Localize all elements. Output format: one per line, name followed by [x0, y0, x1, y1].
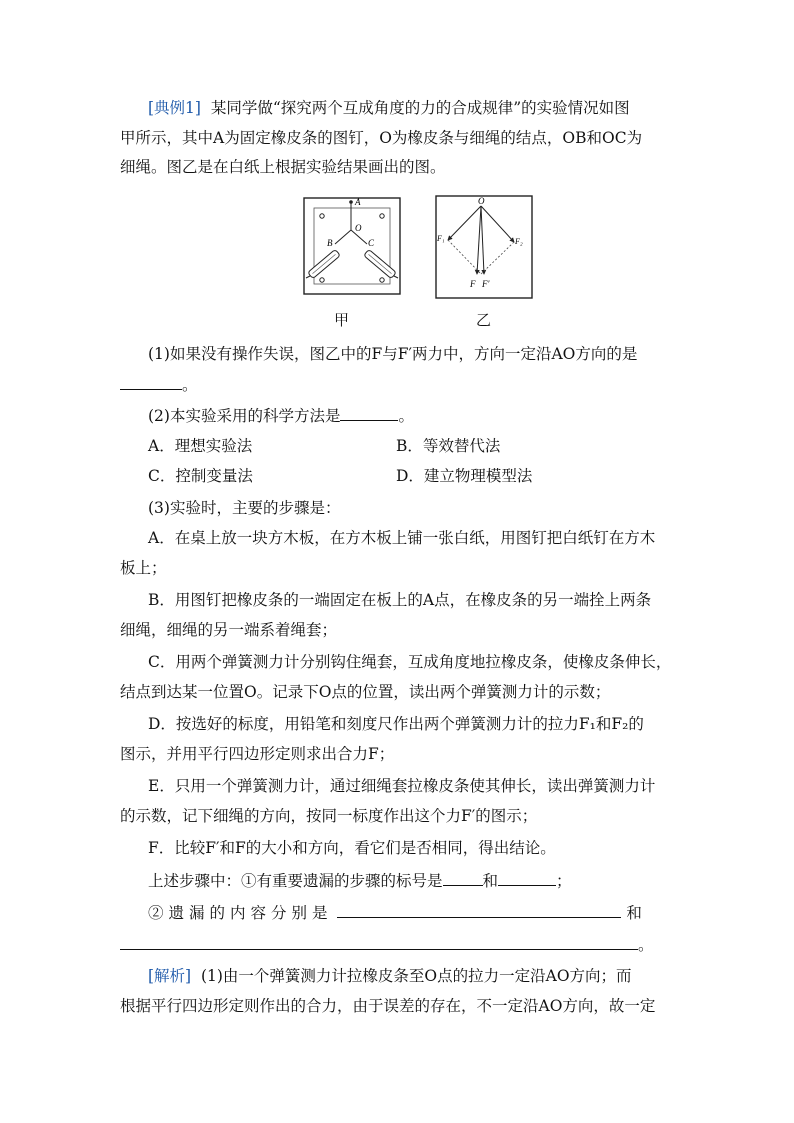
q1-answer-blank[interactable] [120, 374, 182, 390]
q3-intro: (3)实验时，主要的步骤是： [148, 499, 341, 517]
svg-text:O: O [355, 223, 362, 233]
q3-step-a-1: A．在桌上放一块方木板，在方木板上铺一张白纸，用图钉把白纸钉在方木 [148, 529, 656, 547]
q1-line-2: 。 [120, 374, 680, 395]
q3-step-c-1: C．用两个弹簧测力计分别钩住绳套，互成角度地拉橡皮条，使橡皮条伸长， [148, 653, 672, 671]
caption-yi: 乙 [476, 311, 492, 329]
figure-jia [300, 194, 406, 300]
example-line-2: 甲所示，其中A为固定橡皮条的图钉，O为橡皮条与细绳的结点，OB和OC为 [120, 129, 643, 147]
q3-content-blank-2[interactable] [120, 934, 638, 950]
q3-step-e-1: E．只用一个弹簧测力计，通过细绳套拉橡皮条使其伸长，读出弹簧测力计 [148, 777, 656, 795]
q3-step-blank-1[interactable] [443, 870, 483, 886]
example-line-3: 细绳。图乙是在白纸上根据实验结果画出的图。 [120, 158, 446, 176]
svg-text:A: A [355, 197, 361, 207]
q3-step-b-1: B．用图钉把橡皮条的一端固定在板上的A点，在橡皮条的另一端拴上两条 [148, 591, 652, 609]
q2-line: (2)本实验采用的科学方法是 。 [148, 407, 414, 425]
q3-step-a-2: 板上； [120, 559, 167, 577]
analysis-line-2: 根据平行四边形定则作出的合力，由于误差的存在，不一定沿AO方向，故一定 [120, 997, 656, 1015]
svg-text:F₁: F₁ [437, 234, 445, 243]
svg-text:C: C [368, 238, 375, 248]
svg-text:O: O [478, 196, 485, 206]
q3-step-d-2: 图示，并用平行四边形定则求出合力F； [120, 745, 395, 763]
example-tag: [典例1] [148, 99, 201, 117]
q3-step-b-2: 细绳，细绳的另一端系着绳套； [120, 621, 338, 639]
caption-jia: 甲 [334, 311, 350, 329]
svg-text:B: B [327, 238, 333, 248]
q3-ask-2-cont: 。 [120, 934, 680, 955]
q3-step-blank-2[interactable] [498, 870, 556, 886]
q3-step-c-2: 结点到达某一位置O。记录下O点的位置，读出两个弹簧测力计的示数； [120, 683, 611, 701]
q3-ask-2: ②遗漏的内容分别是 和 [148, 904, 642, 922]
example-line-1: [典例1] 某同学做“探究两个互成角度的力的合成规律”的实验情况如图 [148, 99, 630, 117]
svg-text:F′: F′ [482, 279, 490, 289]
q2-option-b: B．等效替代法 [396, 437, 501, 455]
analysis-tag: [解析] [148, 967, 192, 985]
q3-ask-1: 上述步骤中：①有重要遗漏的步骤的标号是 和 ； [148, 872, 572, 890]
q2-option-a: A．理想实验法 [148, 437, 253, 455]
q3-content-blank-1[interactable] [337, 902, 621, 918]
q2-option-d: D．建立物理模型法 [396, 467, 533, 485]
q2-option-c: C．控制变量法 [148, 467, 253, 485]
figure-yi [434, 194, 534, 300]
svg-text:F₂: F₂ [515, 237, 523, 246]
svg-text:F: F [470, 279, 476, 289]
q3-step-f: F．比较F′和F的大小和方向，看它们是否相同，得出结论。 [148, 839, 556, 857]
q1-line-1: (1)如果没有操作失误，图乙中的F与F′两力中，方向一定沿AO方向的是 [148, 345, 638, 363]
analysis-line-1: [解析] (1)由一个弹簧测力计拉橡皮条至O点的拉力一定沿AO方向；而 [148, 967, 632, 985]
q2-answer-blank[interactable] [340, 405, 398, 421]
q3-step-e-2: 的示数，记下细绳的方向，按同一标度作出这个力F′的图示； [120, 807, 538, 825]
q3-step-d-1: D．按选好的标度，用铅笔和刻度尺作出两个弹簧测力计的拉力F₁和F₂的 [148, 715, 644, 733]
